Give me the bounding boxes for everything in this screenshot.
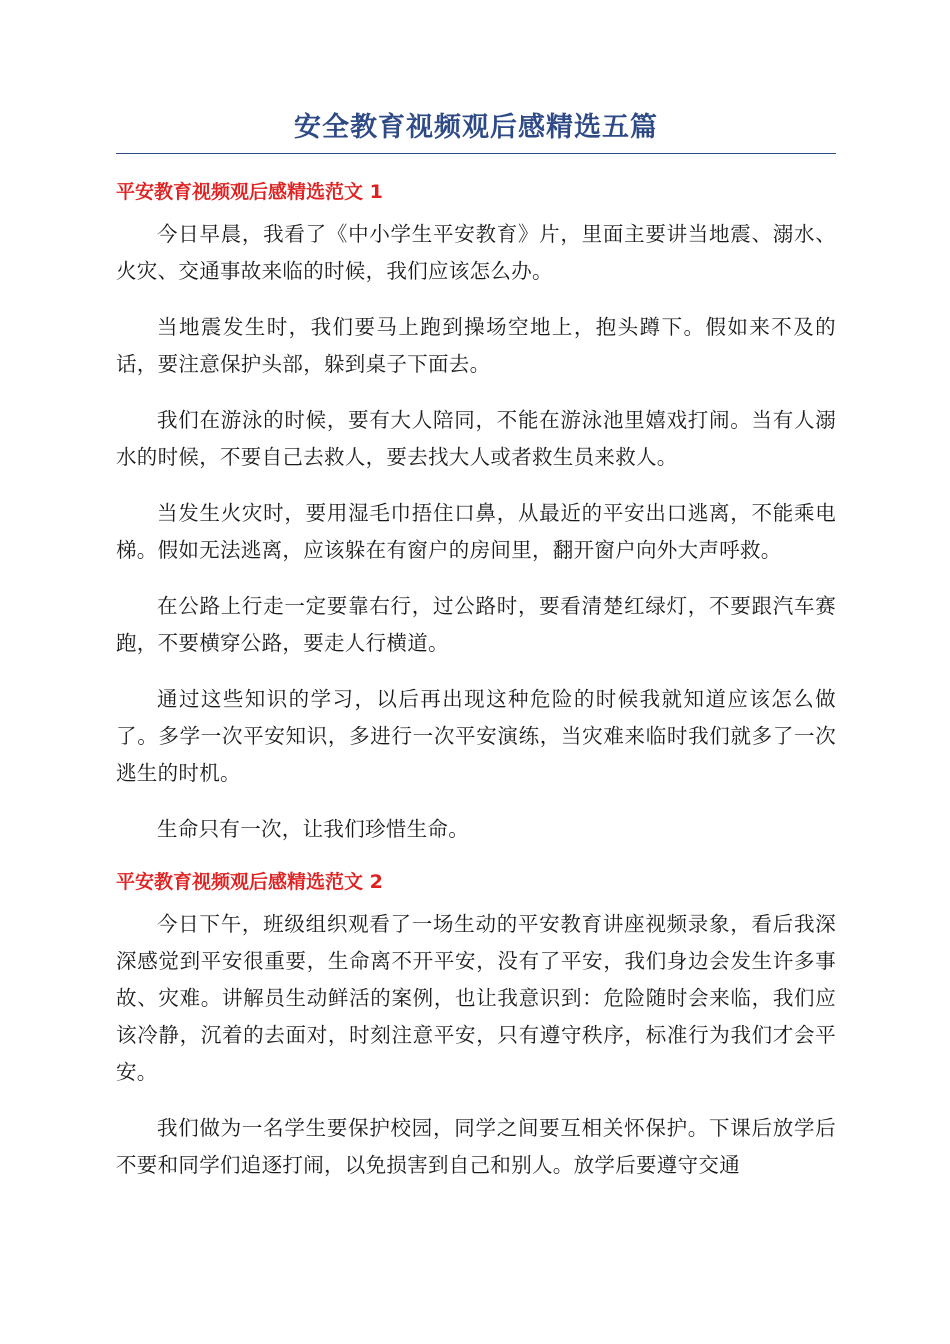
paragraph: 我们在游泳的时候，要有大人陪同，不能在游泳池里嬉戏打闹。当有人溺水的时候，不要自己去救人，要去找大人或者救生员来救人。 — [116, 408, 836, 469]
paragraph: 今日早晨，我看了《中小学生平安教育》片，里面主要讲当地震、溺水、火灾、交通事故来临的时候，我们应该怎么办。 — [116, 222, 836, 283]
paragraph: 当发生火灾时，要用湿毛巾捂住口鼻，从最近的平安出口逃离，不能乘电梯。假如无法逃离，应该躲在有窗户的房间里，翻开窗户向外大声呼救。 — [116, 501, 836, 562]
section-2 — [116, 868, 836, 1184]
section-heading: 平安教育视频观后感精选范文 1 — [116, 181, 383, 203]
paragraph: 通过这些知识的学习，以后再出现这种危险的时候我就知道应该怎么做了。多学一次平安知识，多进行一次平安演练，当灾难来临时我们就多了一次逃生的时机。 — [116, 687, 836, 785]
section-heading: 平安教育视频观后感精选范文 2 — [116, 871, 383, 893]
paragraph: 我们做为一名学生要保护校园，同学之间要互相关怀保护。下课后放学后不要和同学们追逐打闹，以免损害到自己和别人。放学后要遵守交通 — [116, 1116, 836, 1177]
paragraph: 在公路上行走一定要靠右行，过公路时，要看清楚红绿灯，不要跟汽车赛跑，不要横穿公路，要走人行横道。 — [116, 594, 836, 655]
paragraph: 今日下午，班级组织观看了一场生动的平安教育讲座视频录象，看后我深深感觉到平安很重要，生命离不开平安，没有了平安，我们身边会发生许多事故、灾难。讲解员生动鲜活的案例，也让我意识到：危险随时会来临，我们应该冷静，沉着的去面对，时刻注意平安，只有遵守秩序，标准行为我们才会平安。 — [116, 912, 836, 1084]
paragraph: 当地震发生时，我们要马上跑到操场空地上，抱头蹲下。假如来不及的话，要注意保护头部，躲到桌子下面去。 — [116, 315, 836, 376]
paragraph: 生命只有一次，让我们珍惜生命。 — [157, 817, 469, 841]
document-title: 安全教育视频观后感精选五篇 — [116, 108, 836, 154]
section-1 — [116, 178, 836, 848]
document-page — [116, 108, 836, 1203]
